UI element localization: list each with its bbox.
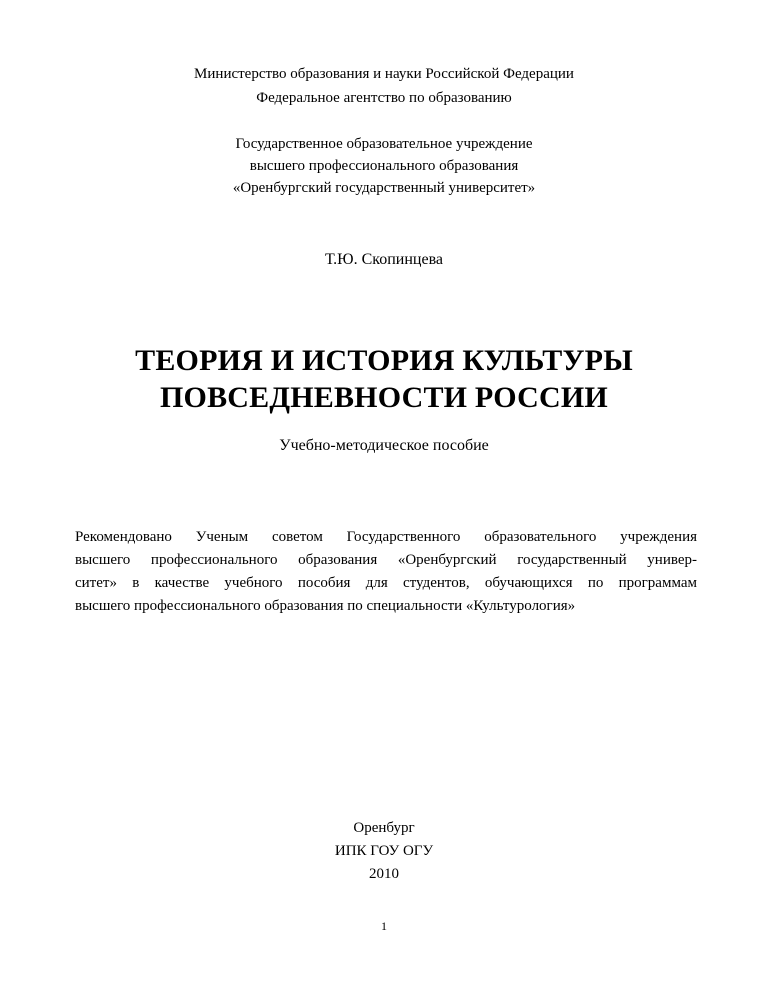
recommendation-line-3: ситет» в качестве учебного пособия для студентов, обучающихся по программам bbox=[75, 575, 697, 591]
ministry-line: Министерство образования и науки Российской Федерации bbox=[194, 66, 574, 82]
institution-line-3: «Оренбургский государственный университет» bbox=[232, 180, 536, 196]
publisher: ИПК ГОУ ОГУ bbox=[334, 843, 434, 859]
city: Оренбург bbox=[353, 820, 415, 836]
recommendation-line-2: высшего профессионального образования «Оренбургский государственный универ- bbox=[75, 552, 697, 568]
agency-line: Федеральное агентство по образованию bbox=[256, 90, 512, 106]
institution-line-1: Государственное образовательное учреждение bbox=[235, 136, 533, 152]
title-line-1: ТЕОРИЯ И ИСТОРИЯ КУЛЬТУРЫ bbox=[135, 344, 633, 377]
recommendation-line-4: высшего профессионального образования по специальности «Культурология» bbox=[75, 598, 576, 614]
page-number: 1 bbox=[381, 919, 387, 933]
institution-line-2: высшего профессионального образования bbox=[249, 158, 519, 174]
year: 2010 bbox=[369, 866, 399, 882]
author-name: Т.Ю. Скопинцева bbox=[324, 251, 444, 268]
recommendation-line-1: Рекомендовано Ученым советом Государственного образовательного учреждения bbox=[75, 529, 697, 545]
title-line-2: ПОВСЕДНЕВНОСТИ РОССИИ bbox=[160, 381, 608, 414]
subtitle: Учебно-методическое пособие bbox=[279, 437, 489, 454]
